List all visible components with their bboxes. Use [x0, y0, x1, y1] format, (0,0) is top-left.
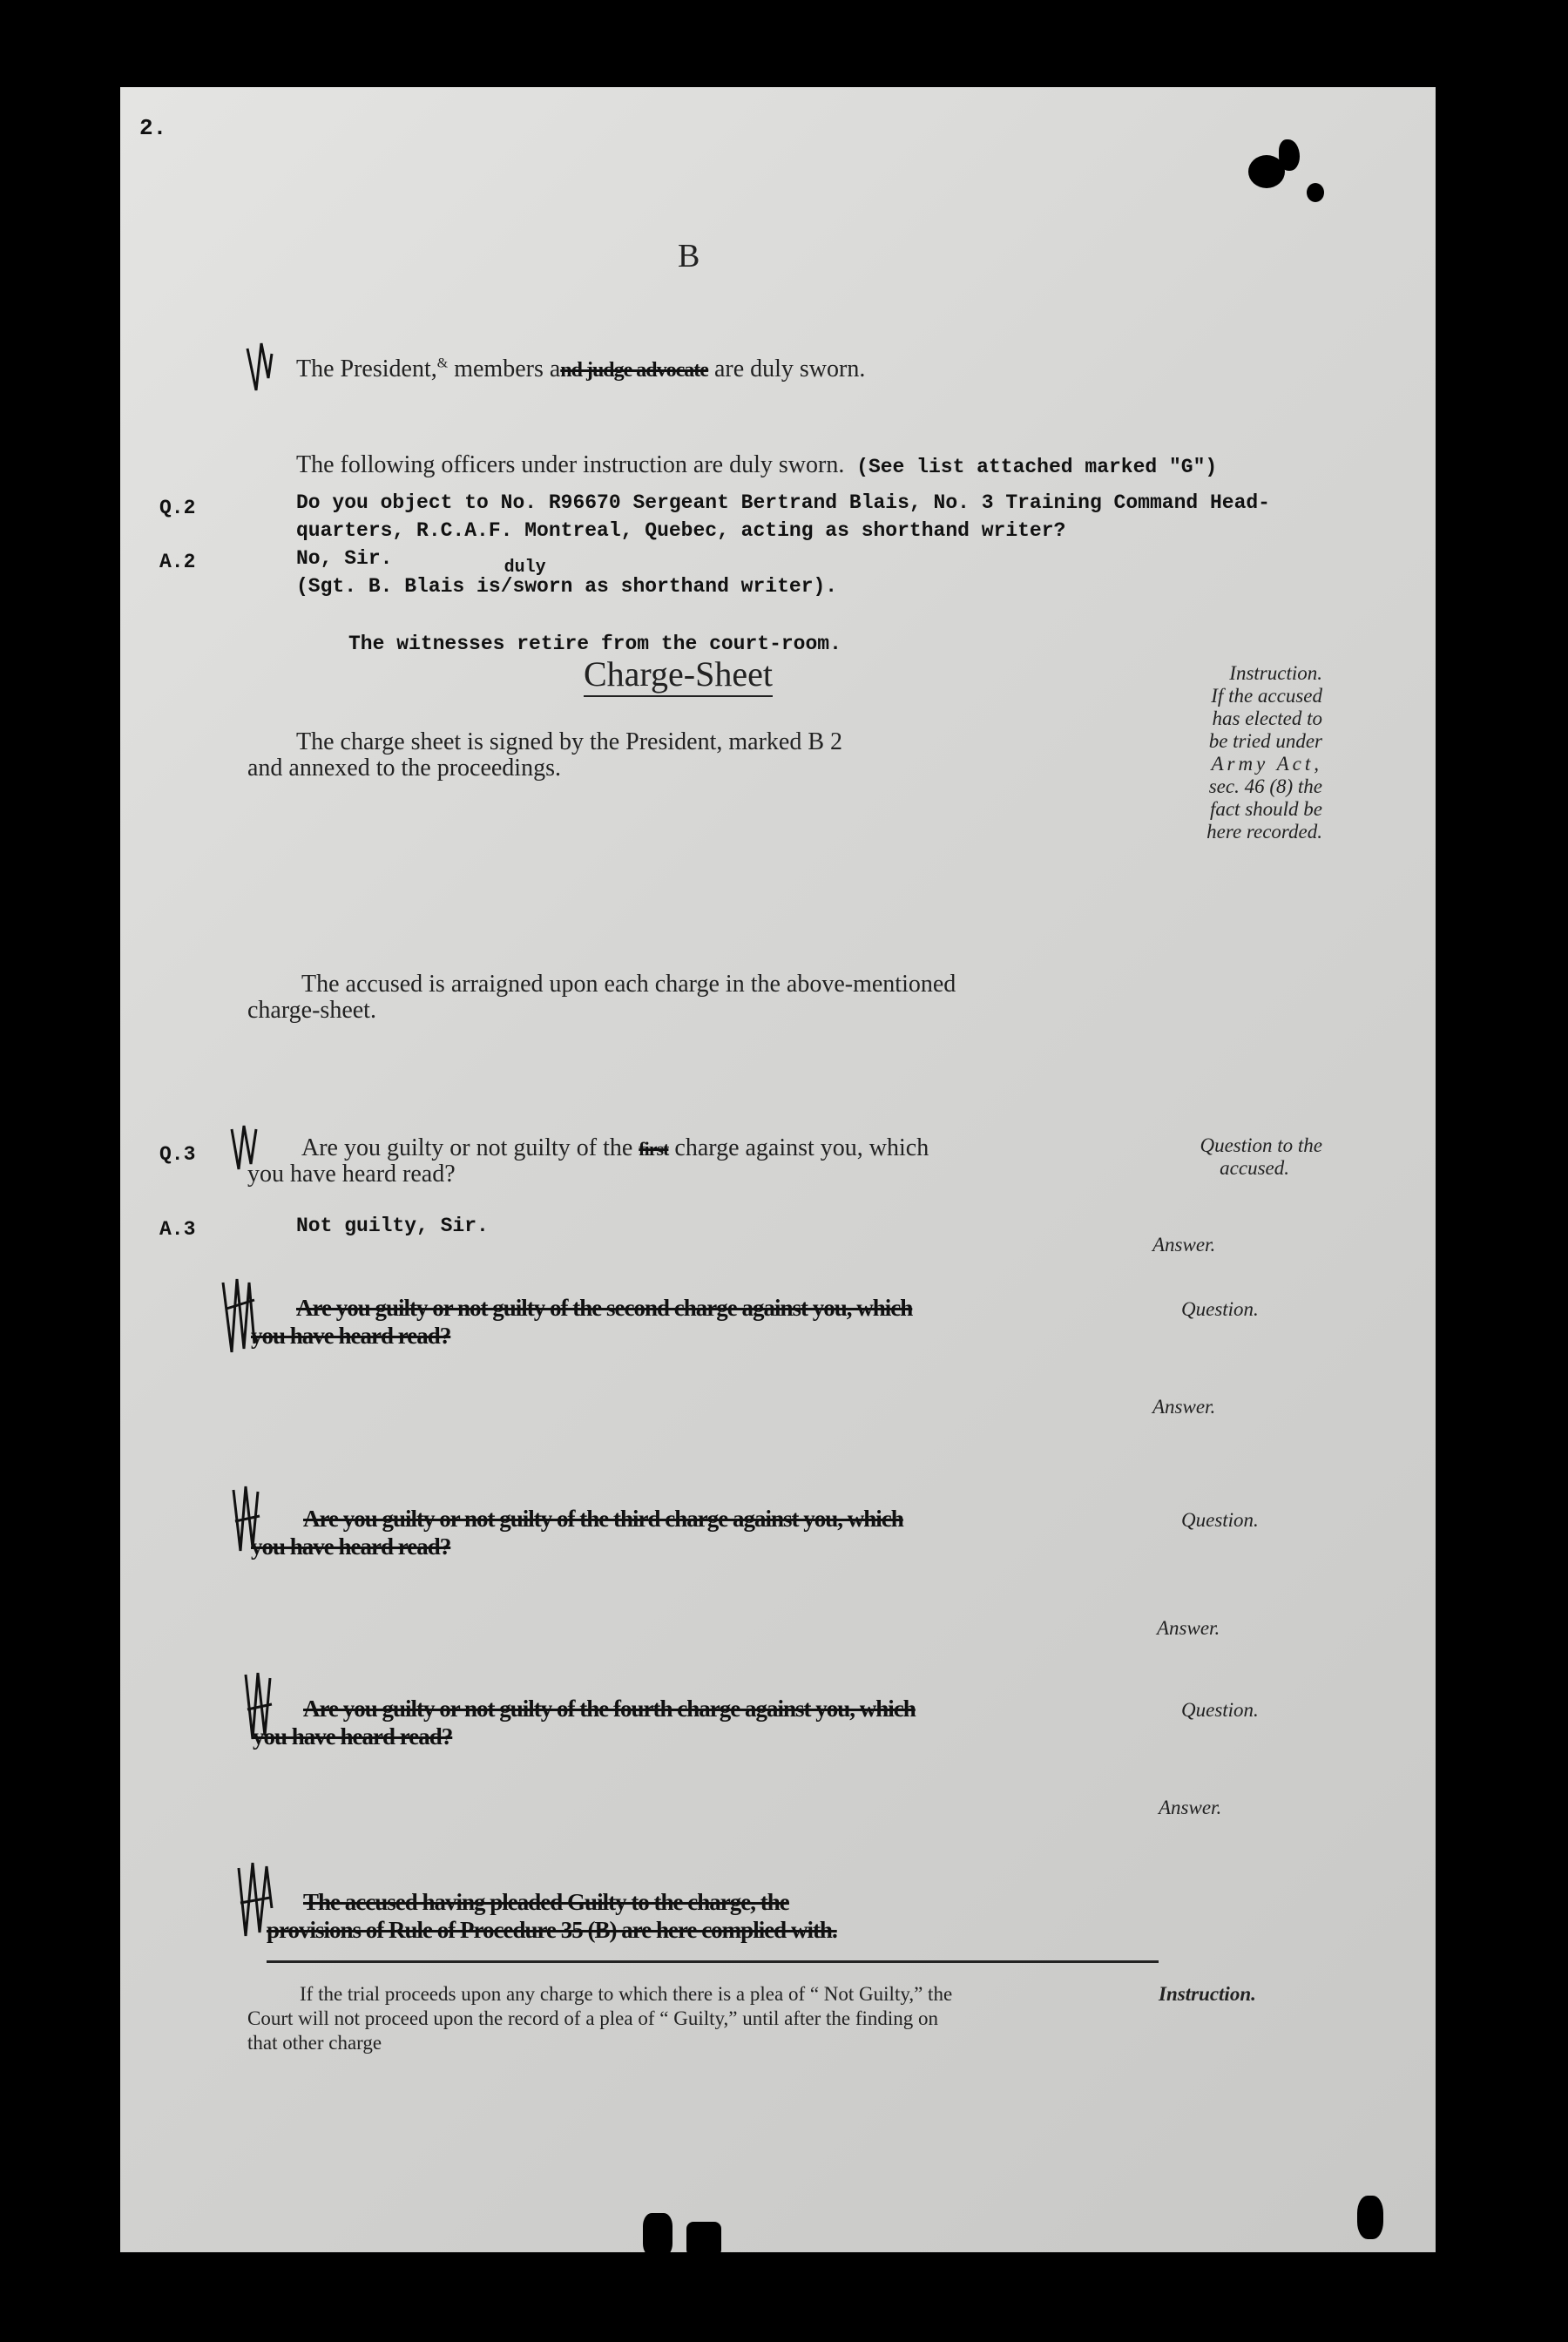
arraigned-para-line-2: charge-sheet. — [247, 997, 376, 1024]
struck-question-3-line-1: Are you guilty or not guilty of the third charge against you, which — [303, 1506, 903, 1532]
charge-sheet-para-line-2: and annexed to the proceedings. — [247, 755, 561, 782]
struck-question-4-line-1: Are you guilty or not guilty of the fourth charge against you, which — [303, 1696, 916, 1722]
check-mark-icon — [242, 336, 277, 399]
witnesses-retire: The witnesses retire from the court-room. — [348, 633, 841, 655]
ink-blot — [1307, 183, 1324, 202]
officers-typed-note: (See list attached marked "G") — [844, 456, 1218, 478]
instruction-note-line: Instruction. — [1229, 662, 1322, 684]
instruction-note-line: If the accused — [1211, 685, 1322, 707]
sworn-text-after: are duly sworn. — [707, 355, 866, 382]
a2-line-2-after: /sworn as shorthand writer). — [500, 575, 838, 598]
a3-answer-margin: Answer. — [1152, 1234, 1216, 1256]
ink-blot — [1279, 139, 1300, 171]
q3-line-1 — [301, 1134, 929, 1162]
instruction-note — [1148, 662, 1322, 843]
q3-text-after: charge against you, which — [668, 1134, 929, 1161]
ink-blot — [686, 2222, 721, 2252]
instruction-note-line: fact should be — [1209, 798, 1322, 820]
a2-inserted-word: duly — [504, 558, 546, 578]
q3-text-before: Are you guilty or not guilty of the — [301, 1134, 639, 1161]
sworn-ampersand: & — [436, 355, 449, 371]
struck-question-2-margin: Question. — [1181, 1298, 1259, 1320]
instruction-note-line: Army Act, — [1211, 753, 1322, 775]
a3-answer: Not guilty, Sir. — [296, 1215, 489, 1237]
plea-struck-line-1: The accused having pleaded Guilty to the charge, the — [303, 1889, 789, 1915]
a2-line-1: No, Sir. — [296, 547, 393, 570]
document-page — [120, 87, 1436, 2252]
ink-blot — [1357, 2196, 1383, 2239]
arraigned-para-line-1: The accused is arraigned upon each charge in the above-mentioned — [301, 971, 956, 998]
sworn-text-middle: members a — [448, 355, 561, 382]
footnote-line-3: that other charge — [247, 2032, 382, 2054]
instruction-note-line: sec. 46 (8) the — [1208, 775, 1322, 797]
struck-question-4-line-2: you have heard read? — [253, 1723, 453, 1750]
footnote-line-1: If the trial proceeds upon any charge to which there is a plea of “ Not Guilty,” the — [300, 1983, 953, 2005]
instruction-note-line: has elected to — [1212, 707, 1322, 729]
instruction-note-line: here recorded. — [1206, 821, 1322, 843]
charge-sheet-para-line-1: The charge sheet is signed by the President, marked B 2 — [296, 728, 842, 755]
q2-line-2: quarters, R.C.A.F. Montreal, Quebec, acting as shorthand writer? — [296, 519, 1066, 542]
sworn-text-before: The President, — [296, 355, 437, 382]
instruction-note-line: be tried under — [1208, 730, 1322, 752]
struck-question-3-answer-margin: Answer. — [1157, 1617, 1220, 1639]
struck-question-2-answer-margin: Answer. — [1152, 1396, 1216, 1418]
a2-line-2-before: (Sgt. B. Blais is — [296, 575, 501, 598]
struck-question-3-line-2: you have heard read? — [251, 1533, 451, 1560]
section-letter: B — [678, 238, 700, 274]
officers-text: The following officers under instruction are duly sworn. — [296, 451, 845, 478]
struck-question-4-margin: Question. — [1181, 1699, 1259, 1721]
plea-struck-line-2: provisions of Rule of Procedure 35 (B) are here complied with. — [267, 1917, 837, 1943]
a3-label: A.3 — [159, 1218, 196, 1241]
struck-question-3-margin: Question. — [1181, 1509, 1259, 1531]
divider-rule — [267, 1960, 1159, 1963]
footnote-line-2: Court will not proceed upon the record of a plea of “ Guilty,” until after the finding on — [247, 2007, 939, 2029]
ink-blot — [643, 2213, 672, 2252]
sworn-struck-text: nd judge advocate — [560, 359, 708, 382]
charge-sheet-heading: Charge-Sheet — [584, 653, 773, 697]
q3-margin-line: Question to the — [1200, 1134, 1322, 1156]
struck-question-2-line-2: you have heard read? — [251, 1323, 451, 1349]
q3-struck-word: first — [639, 1138, 669, 1160]
q3-margin-line: accused. — [1220, 1157, 1289, 1179]
q2-label: Q.2 — [159, 497, 196, 519]
q3-margin-note — [1148, 1134, 1322, 1180]
sworn-line — [296, 355, 865, 383]
q3-label: Q.3 — [159, 1143, 196, 1166]
footnote-instruction-margin: Instruction. — [1159, 1983, 1256, 2005]
q3-line-2: you have heard read? — [247, 1161, 456, 1188]
officers-line — [296, 451, 1217, 479]
struck-question-2-line-1: Are you guilty or not guilty of the second charge against you, which — [296, 1295, 913, 1321]
q2-line-1: Do you object to No. R96670 Sergeant Bertrand Blais, No. 3 Training Command Head- — [296, 491, 1270, 514]
a2-label: A.2 — [159, 551, 196, 573]
page-number: 2. — [139, 115, 167, 141]
struck-question-4-answer-margin: Answer. — [1159, 1797, 1222, 1818]
